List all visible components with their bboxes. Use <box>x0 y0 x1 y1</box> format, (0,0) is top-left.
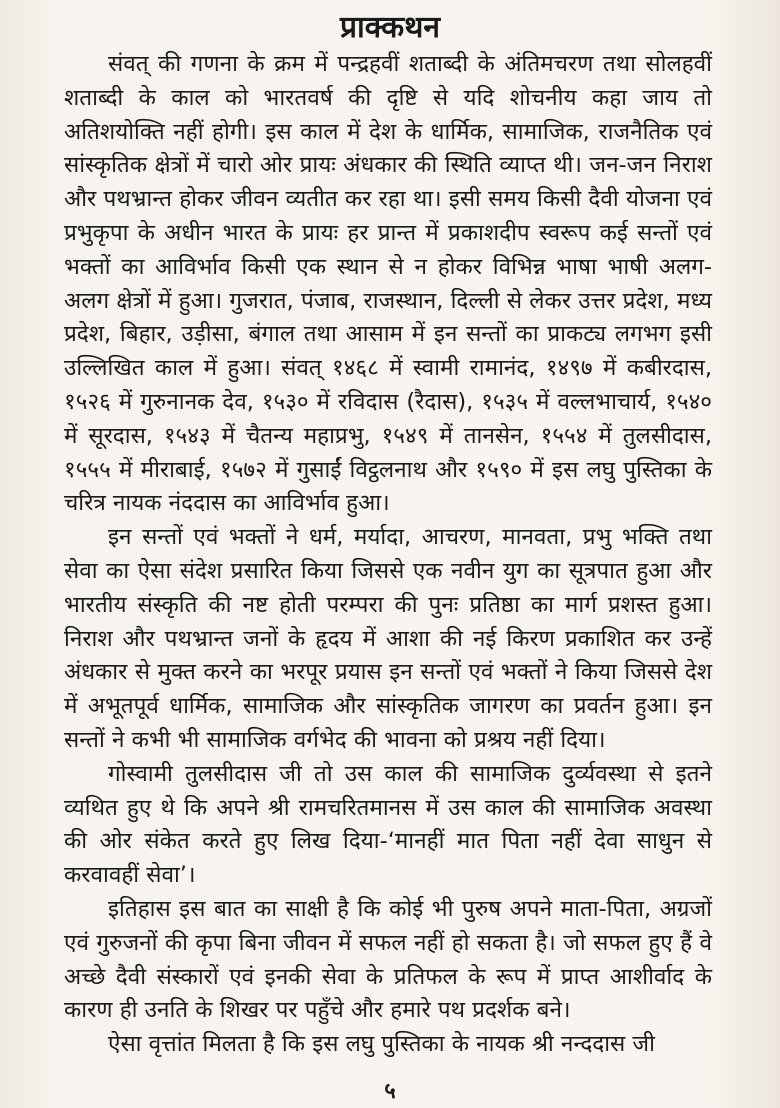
paragraph-1: संवत् की गणना के क्रम में पन्द्रहवीं शताब्दी के अंतिमचरण तथा सोलहवीं शताब्दी के काल को भारतवर्ष की दृष्टि से यदि शोचनीय कहा जाय तो अतिशयोक्ति नहीं होगी। इस काल में देश के धार्मिक, सामाजिक, राजनैतिक एवं सांस्कृतिक क्षेत्रों में चारो ओर प्रायः अंधकार की स्थिति व्याप्त थी। जन-जन निराश और पथभ्रान्त होकर जीवन व्यतीत कर रहा था। इसी समय किसी दैवी योजना एवं प्रभुकृपा के अधीन भारत के प्रायः हर प्रान्त में प्रकाशदीप स्वरूप कई सन्तों एवं भक्तों का आविर्भाव किसी एक स्थान से न होकर विभिन्न भाषा भाषी अलग-अलग क्षेत्रों में हुआ। गुजरात, पंजाब, राजस्थान, दिल्ली से लेकर उत्तर प्रदेश, मध्य प्रदेश, बिहार, उड़ीसा, बंगाल तथा आसाम में इन सन्तों का प्राकट्य लगभग इसी उल्लिखित काल में हुआ। संवत् १४६८ में स्वामी रामानंद, १४९७ में कबीरदास, १५२६ में गुरुनानक देव, १५३० में रविदास (रैदास), १५३५ में वल्लभाचार्य, १५४० में सूरदास, १५४३ में चैतन्य महाप्रभु, १५४९ में तानसेन, १५५४ में तुलसीदास, १५५५ में मीराबाई, १५७२ में गुसाईं विट्ठलनाथ और १५९० में इस लघु पुस्तिका के चरित्र नायक नंददास का आविर्भाव हुआ। <box>64 51 712 517</box>
paragraph-2: इन सन्तों एवं भक्तों ने धर्म, मर्यादा, आचरण, मानवता, प्रभु भक्ति तथा सेवा का ऐसा संदेश प्रसारित किया जिससे एक नवीन युग का सूत्रपात हुआ और भारतीय संस्कृति की नष्ट होती परम्परा की पुनः प्रतिष्ठा का मार्ग प्रशस्त हुआ। निराश और पथभ्रान्त जनों के हृदय में आशा की नई किरण प्रकाशित कर उन्हें अंधकार से मुक्त करने का भरपूर प्रयास इन सन्तों एवं भक्तों ने किया जिससे देश में अभूतपूर्व धार्मिक, सामाजिक और सांस्कृतिक जागरण का प्रवर्तन हुआ। इन सन्तों ने कभी भी सामाजिक वर्गभेद की भावना को प्रश्रय नहीं दिया। <box>64 524 712 753</box>
paragraph-4: इतिहास इस बात का साक्षी है कि कोई भी पुरुष अपने माता-पिता, अग्रजों एवं गुरुजनों की कृपा बिना जीवन में सफल नहीं हो सकता है। जो सफल हुए हैं वे अच्छे दैवी संस्कारों एवं इनकी सेवा के प्रतिफल के रूप में प्राप्त आशीर्वाद के कारण ही उनति के शिखर पर पहुँचे और हमारे पथ प्रदर्शक बने। <box>64 895 712 1024</box>
page-title: प्राक्कथन <box>339 10 441 45</box>
page-number: ५ <box>384 1079 396 1104</box>
paragraph-5: ऐसा वृत्तांत मिलता है कि इस लघु पुस्तिका के नायक श्री नन्ददास जी <box>108 1031 655 1058</box>
body-text <box>64 48 712 1062</box>
paragraph-3: गोस्वामी तुलसीदास जी तो उस काल की सामाजिक दुर्व्यवस्था से इतने व्यथित हुए थे कि अपने श्री रामचरितमानस में उस काल की सामाजिक अवस्था की ओर संकेत करते हुए लिख दिया-‘मानहीं मात पिता नहीं देवा साधुन से करवावहीं सेवा’। <box>64 760 712 889</box>
